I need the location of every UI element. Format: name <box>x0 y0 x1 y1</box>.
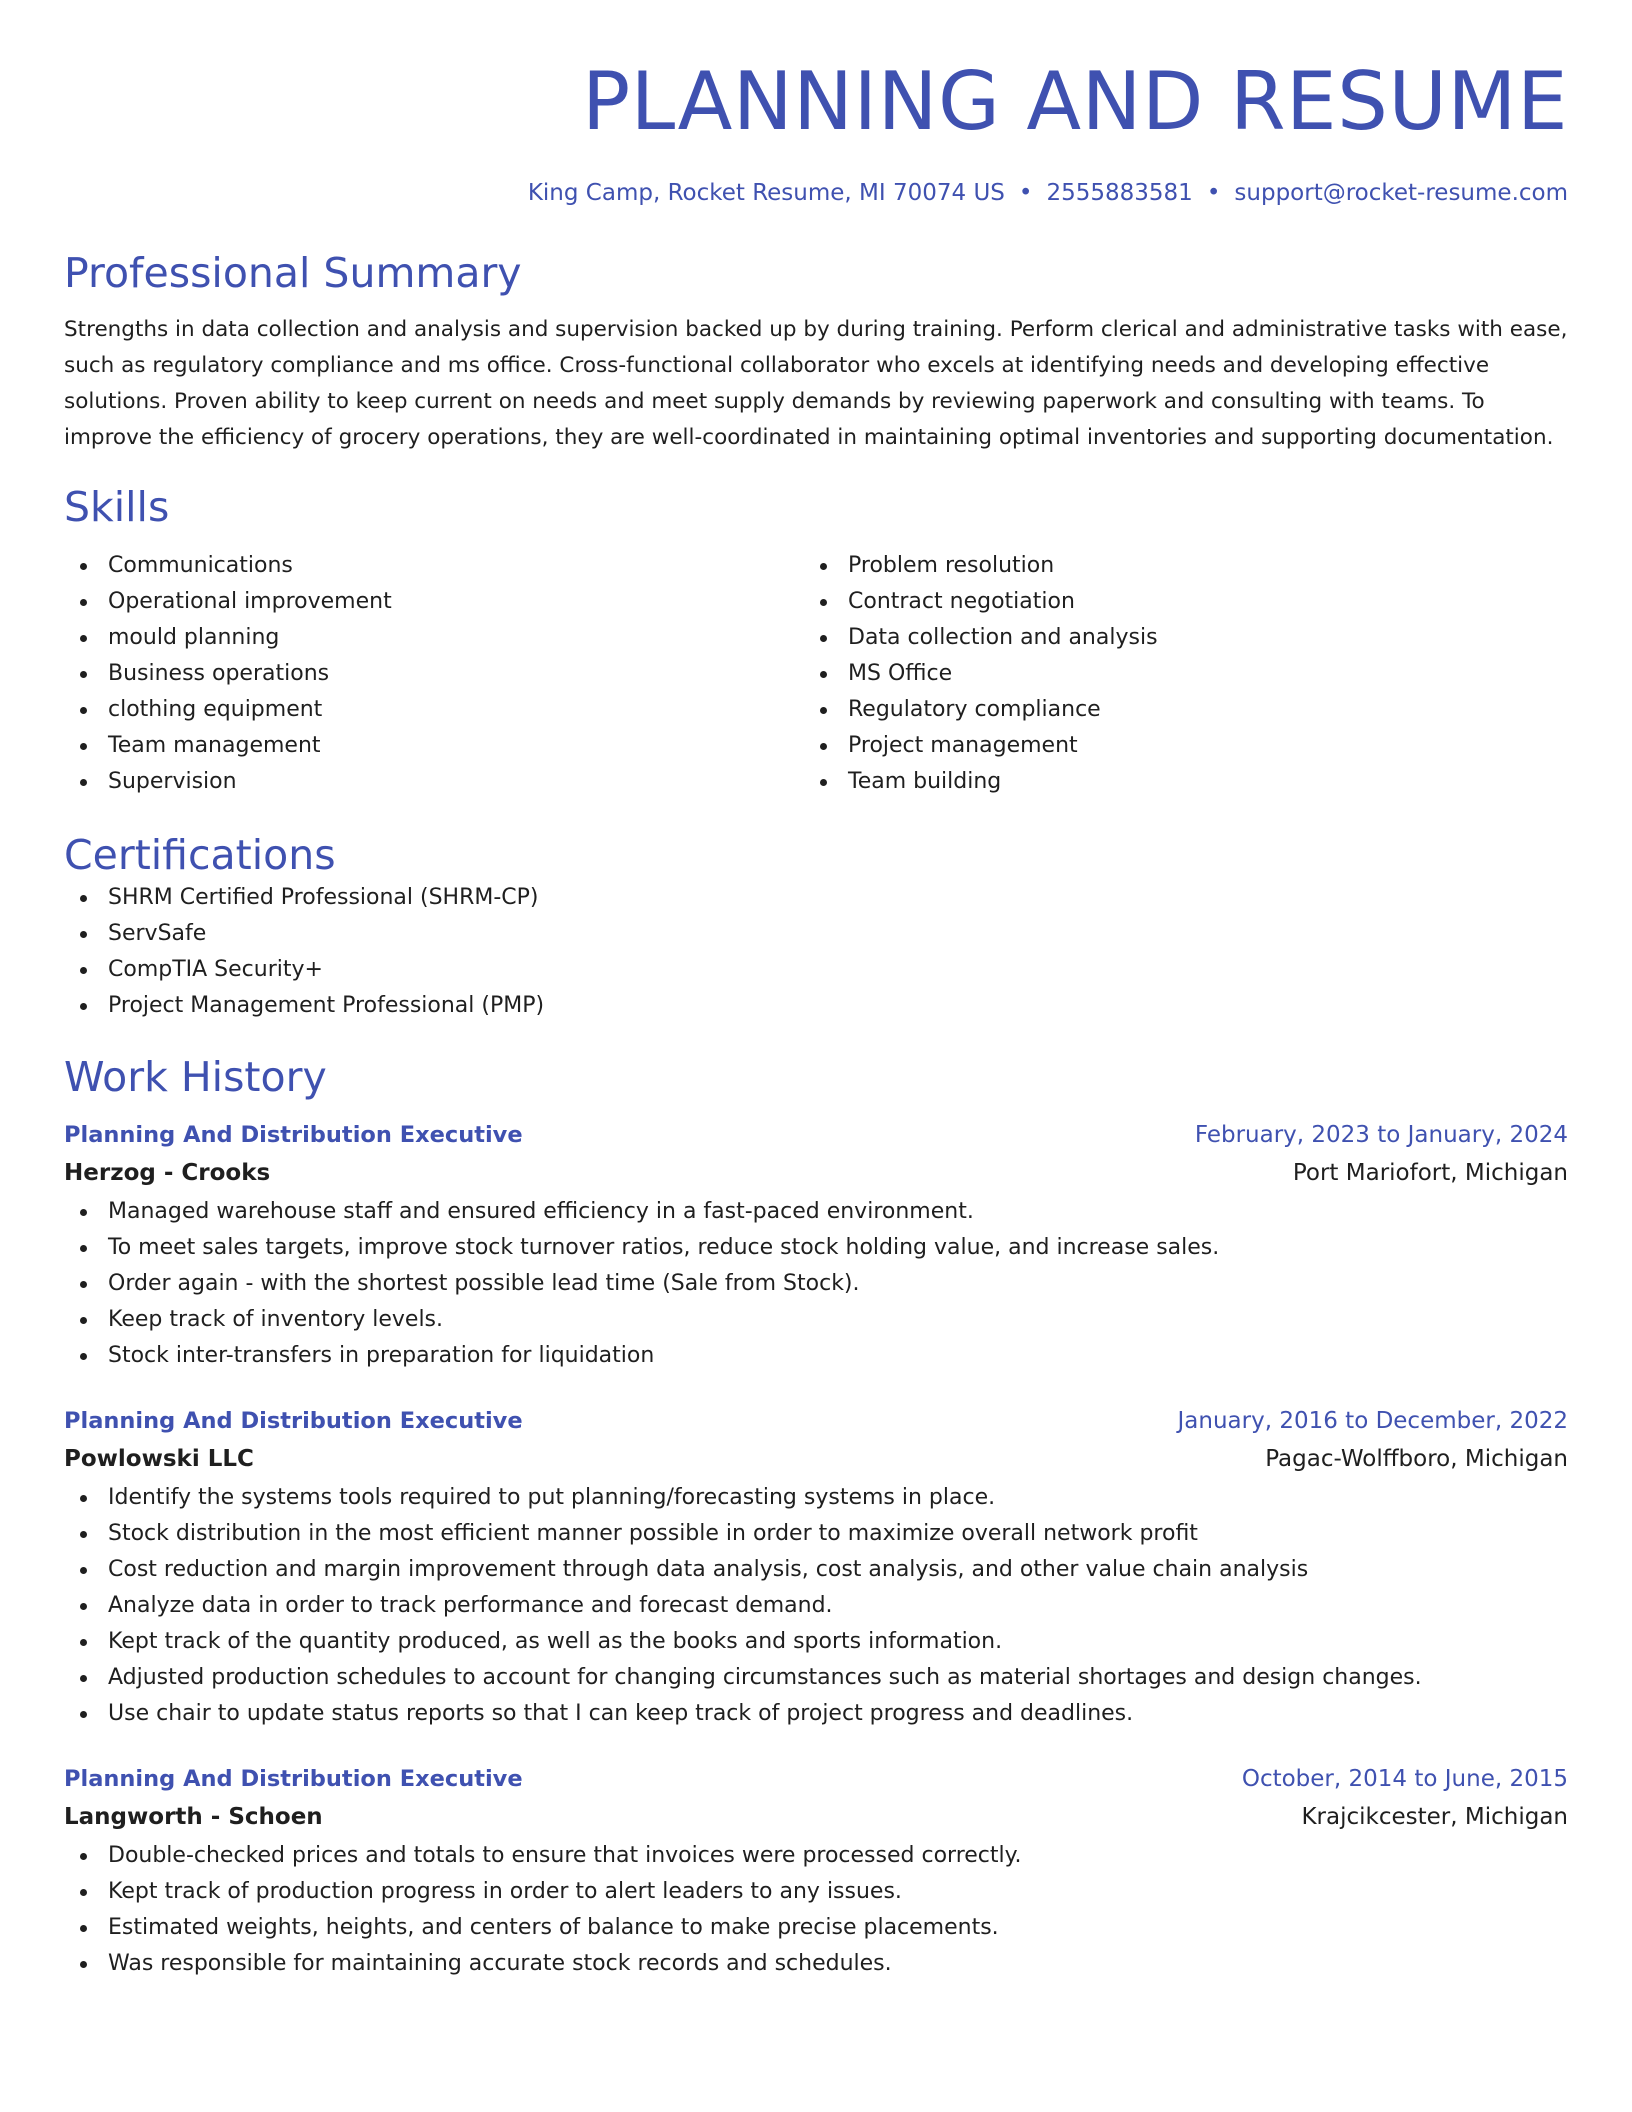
skill-item: Team management <box>64 728 804 764</box>
skill-item: Regulatory compliance <box>804 692 1544 728</box>
responsibility-item: Kept track of the quantity produced, as well as the books and sports information. <box>64 1624 1568 1660</box>
resume-header <box>64 52 1568 208</box>
skill-item: Operational improvement <box>64 584 804 620</box>
skills-list-left <box>64 548 804 800</box>
job-entry <box>64 1762 1568 1982</box>
responsibility-item: Use chair to update status reports so that I can keep track of project progress and deadlines. <box>64 1696 1568 1732</box>
job-title: Planning And Distribution Executive <box>64 1766 523 1792</box>
job-dates: February, 2023 to January, 2024 <box>1194 1122 1568 1148</box>
job-company: Powlowski LLC <box>64 1446 254 1472</box>
email-link[interactable]: support@rocket-resume.com <box>1234 180 1568 206</box>
job-location: Krajcikcester, Michigan <box>1301 1804 1568 1830</box>
skill-item: Business operations <box>64 656 804 692</box>
certification-item: Project Management Professional (PMP) <box>64 988 1568 1024</box>
job-title: Planning And Distribution Executive <box>64 1122 523 1148</box>
job-company-row <box>64 1438 1568 1480</box>
certifications-list <box>64 880 1568 1024</box>
responsibility-item: Adjusted production schedules to account for changing circumstances such as material shortages and design changes. <box>64 1660 1568 1696</box>
skill-item: Communications <box>64 548 804 584</box>
summary-heading: Professional Summary <box>64 249 522 297</box>
address-text: King Camp, Rocket Resume, MI 70074 US <box>527 180 1005 206</box>
responsibility-item: Estimated weights, heights, and centers of balance to make precise placements. <box>64 1910 1568 1946</box>
certification-item: CompTIA Security+ <box>64 952 1568 988</box>
skill-item: Supervision <box>64 764 804 800</box>
job-responsibilities <box>64 1480 1568 1732</box>
job-company-row <box>64 1796 1568 1838</box>
skill-item: MS Office <box>804 656 1544 692</box>
contact-line <box>64 178 1568 208</box>
job-entry <box>64 1118 1568 1374</box>
responsibility-item: Keep track of inventory levels. <box>64 1302 1568 1338</box>
skill-item: Problem resolution <box>804 548 1544 584</box>
responsibility-item: Identify the systems tools required to put planning/forecasting systems in place. <box>64 1480 1568 1516</box>
responsibility-item: Double-checked prices and totals to ensure that invoices were processed correctly. <box>64 1838 1568 1874</box>
skill-item: Team building <box>804 764 1544 800</box>
skills-list-right <box>804 548 1544 800</box>
certifications-heading: Certifications <box>64 831 336 879</box>
skill-item: Data collection and analysis <box>804 620 1544 656</box>
skill-item: Project management <box>804 728 1544 764</box>
job-location: Pagac-Wolffboro, Michigan <box>1265 1446 1568 1472</box>
job-company: Langworth - Schoen <box>64 1804 323 1830</box>
job-dates: October, 2014 to June, 2015 <box>1241 1766 1568 1792</box>
job-title-row <box>64 1118 1568 1152</box>
job-title-row <box>64 1762 1568 1796</box>
certification-item: SHRM Certified Professional (SHRM-CP) <box>64 880 1568 916</box>
skill-item: clothing equipment <box>64 692 804 728</box>
candidate-name: PLANNING AND RESUME <box>581 55 1568 148</box>
skill-item: mould planning <box>64 620 804 656</box>
responsibility-item: Was responsible for maintaining accurate stock records and schedules. <box>64 1946 1568 1982</box>
contact-separator: • <box>1018 180 1033 206</box>
responsibility-item: To meet sales targets, improve stock turnover ratios, reduce stock holding value, and increase sales. <box>64 1230 1568 1266</box>
job-company-row <box>64 1152 1568 1194</box>
skills-column-right <box>804 548 1544 800</box>
skills-column-left <box>64 548 804 800</box>
responsibility-item: Stock distribution in the most efficient manner possible in order to maximize overall network profit <box>64 1516 1568 1552</box>
responsibility-item: Order again - with the shortest possible lead time (Sale from Stock). <box>64 1266 1568 1302</box>
contact-separator: • <box>1206 180 1221 206</box>
job-responsibilities <box>64 1838 1568 1982</box>
job-entry <box>64 1404 1568 1732</box>
job-company: Herzog - Crooks <box>64 1160 271 1186</box>
skill-item: Contract negotiation <box>804 584 1544 620</box>
job-responsibilities <box>64 1194 1568 1374</box>
phone-text[interactable]: 2555883581 <box>1046 180 1193 206</box>
job-location: Port Mariofort, Michigan <box>1292 1160 1568 1186</box>
summary-text: Strengths in data collection and analysis and supervision backed up by during training. Perform clerical and administrative tasks with ease, such as regulatory compliance and ms office. Cross-functional collaborator who excels at identifying needs and developing effective solutions. Proven ability to keep current on needs and meet supply demands by reviewing paperwork and consulting with teams. To improve the efficiency of grocery operations, they are well-coordinated in maintaining optimal inventories and supporting documentation. <box>64 317 1568 450</box>
job-title: Planning And Distribution Executive <box>64 1408 523 1434</box>
responsibility-item: Managed warehouse staff and ensured efficiency in a fast-paced environment. <box>64 1194 1568 1230</box>
skills-grid <box>64 548 1568 800</box>
job-dates: January, 2016 to December, 2022 <box>1177 1408 1568 1434</box>
responsibility-item: Stock inter-transfers in preparation for liquidation <box>64 1338 1568 1374</box>
work-history-heading: Work History <box>64 1053 327 1101</box>
certification-item: ServSafe <box>64 916 1568 952</box>
job-title-row <box>64 1404 1568 1438</box>
skills-heading: Skills <box>64 483 170 531</box>
responsibility-item: Cost reduction and margin improvement through data analysis, cost analysis, and other value chain analysis <box>64 1552 1568 1588</box>
responsibility-item: Analyze data in order to track performance and forecast demand. <box>64 1588 1568 1624</box>
responsibility-item: Kept track of production progress in order to alert leaders to any issues. <box>64 1874 1568 1910</box>
